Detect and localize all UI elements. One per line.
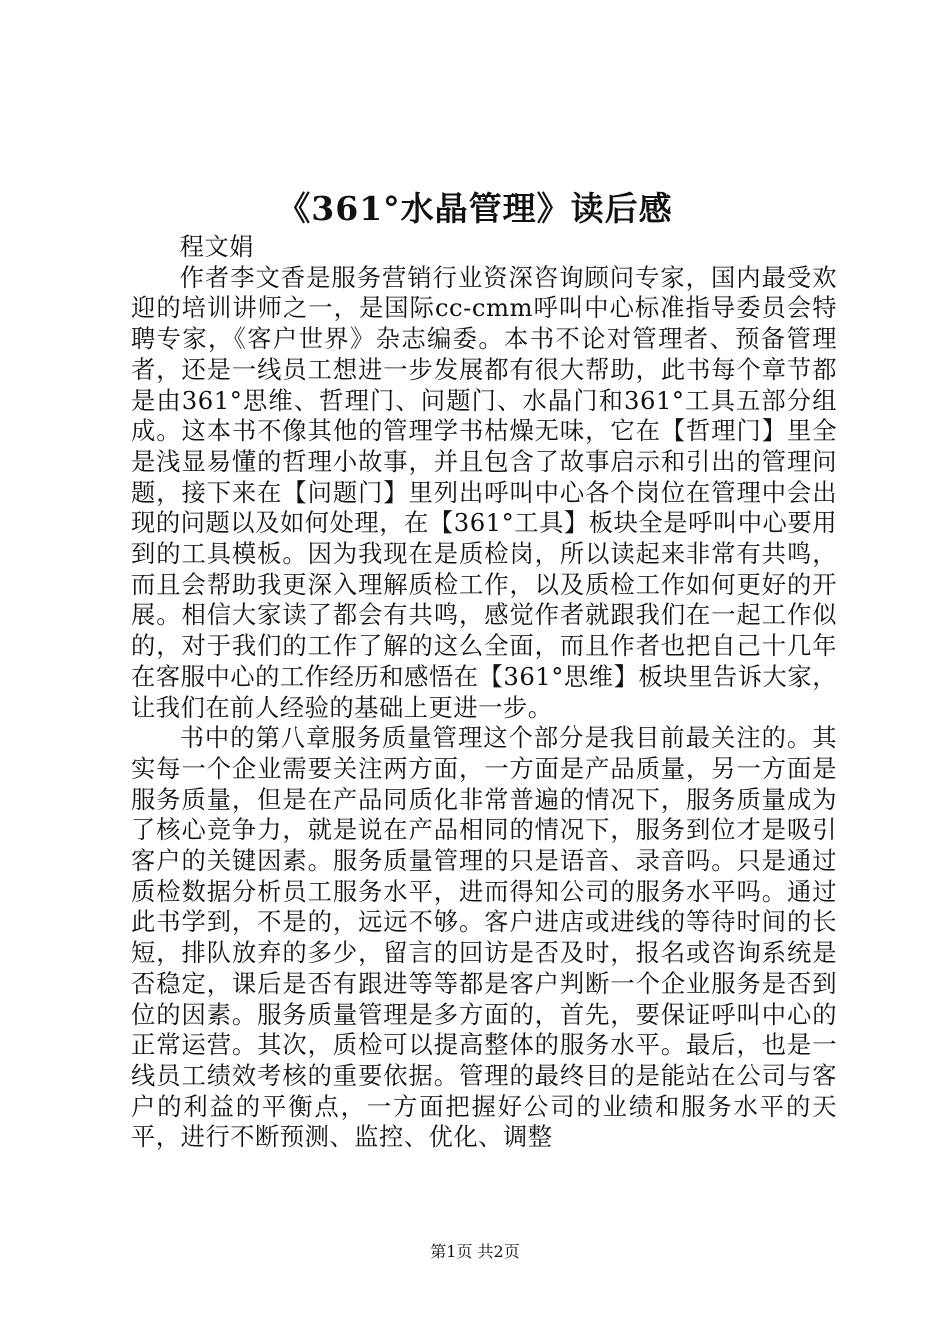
paragraph-1: 作者李文香是服务营销行业资深咨询顾问专家，国内最受欢迎的培训讲师之一，是国际cc-cmm呼叫中心标准指导委员会特聘专家，《客户世界》杂志编委。本书不论对管理者、预备管理者，还是一线员工想进一步发展都有很大帮助，此书每个章节都是由361°思维、哲理门、问题门、水晶门和361°工具五部分组成。这本书不像其他的管理学书枯燥无味，它在【哲理门】里全是浅显易懂的哲理小故事，并且包含了故事启示和引出的管理问题，接下来在【问题门】里列出呼叫中心各个岗位在管理中会出现的问题以及如何处理，在【361°工具】板块全是呼叫中心要用到的工具模板。因为我现在是质检岗，所以读起来非常有共鸣，而且会帮助我更深入理解质检工作，以及质检工作如何更好的开展。相信大家读了都会有共鸣，感觉作者就跟我们在一起工作似的，对于我们的工作了解的这么全面，而且作者也把自己十几年在客服中心的工作经历和感悟在【361°思维】板块里告诉大家，让我们在前人经验的基础上更进一步。 bbox=[131, 262, 837, 722]
author-name: 程文娟 bbox=[179, 232, 254, 261]
paragraph-2: 书中的第八章服务质量管理这个部分是我目前最关注的。其实每一个企业需要关注两方面，一方面是产品质量，另一方面是服务质量，但是在产品同质化非常普遍的情况下，服务质量成为了核心竞争力，就是说在产品相同的情况下，服务到位才是吸引客户的关键因素。服务质量管理的只是语音、录音吗。只是通过质检数据分析员工服务水平，进而得知公司的服务水平吗。通过此书学到，不是的，远远不够。客户进店或进线的等待时间的长短，排队放弃的多少，留言的回访是否及时，报名或咨询系统是否稳定，课后是否有跟进等等都是客户判断一个企业服务是否到位的因素。服务质量管理是多方面的，首先，要保证呼叫中心的正常运营。其次，质检可以提高整体的服务水平。最后，也是一线员工绩效考核的重要依据。管理的最终目的是能站在公司与客户的利益的平衡点，一方面把握好公司的业绩和服务水平的天平，进行不断预测、监控、优化、调整 bbox=[131, 723, 837, 1152]
document-title: 《361°水晶管理》读后感 bbox=[277, 189, 673, 228]
page-footer: 第1页 共2页 bbox=[430, 1242, 520, 1261]
document-body bbox=[131, 232, 837, 1153]
